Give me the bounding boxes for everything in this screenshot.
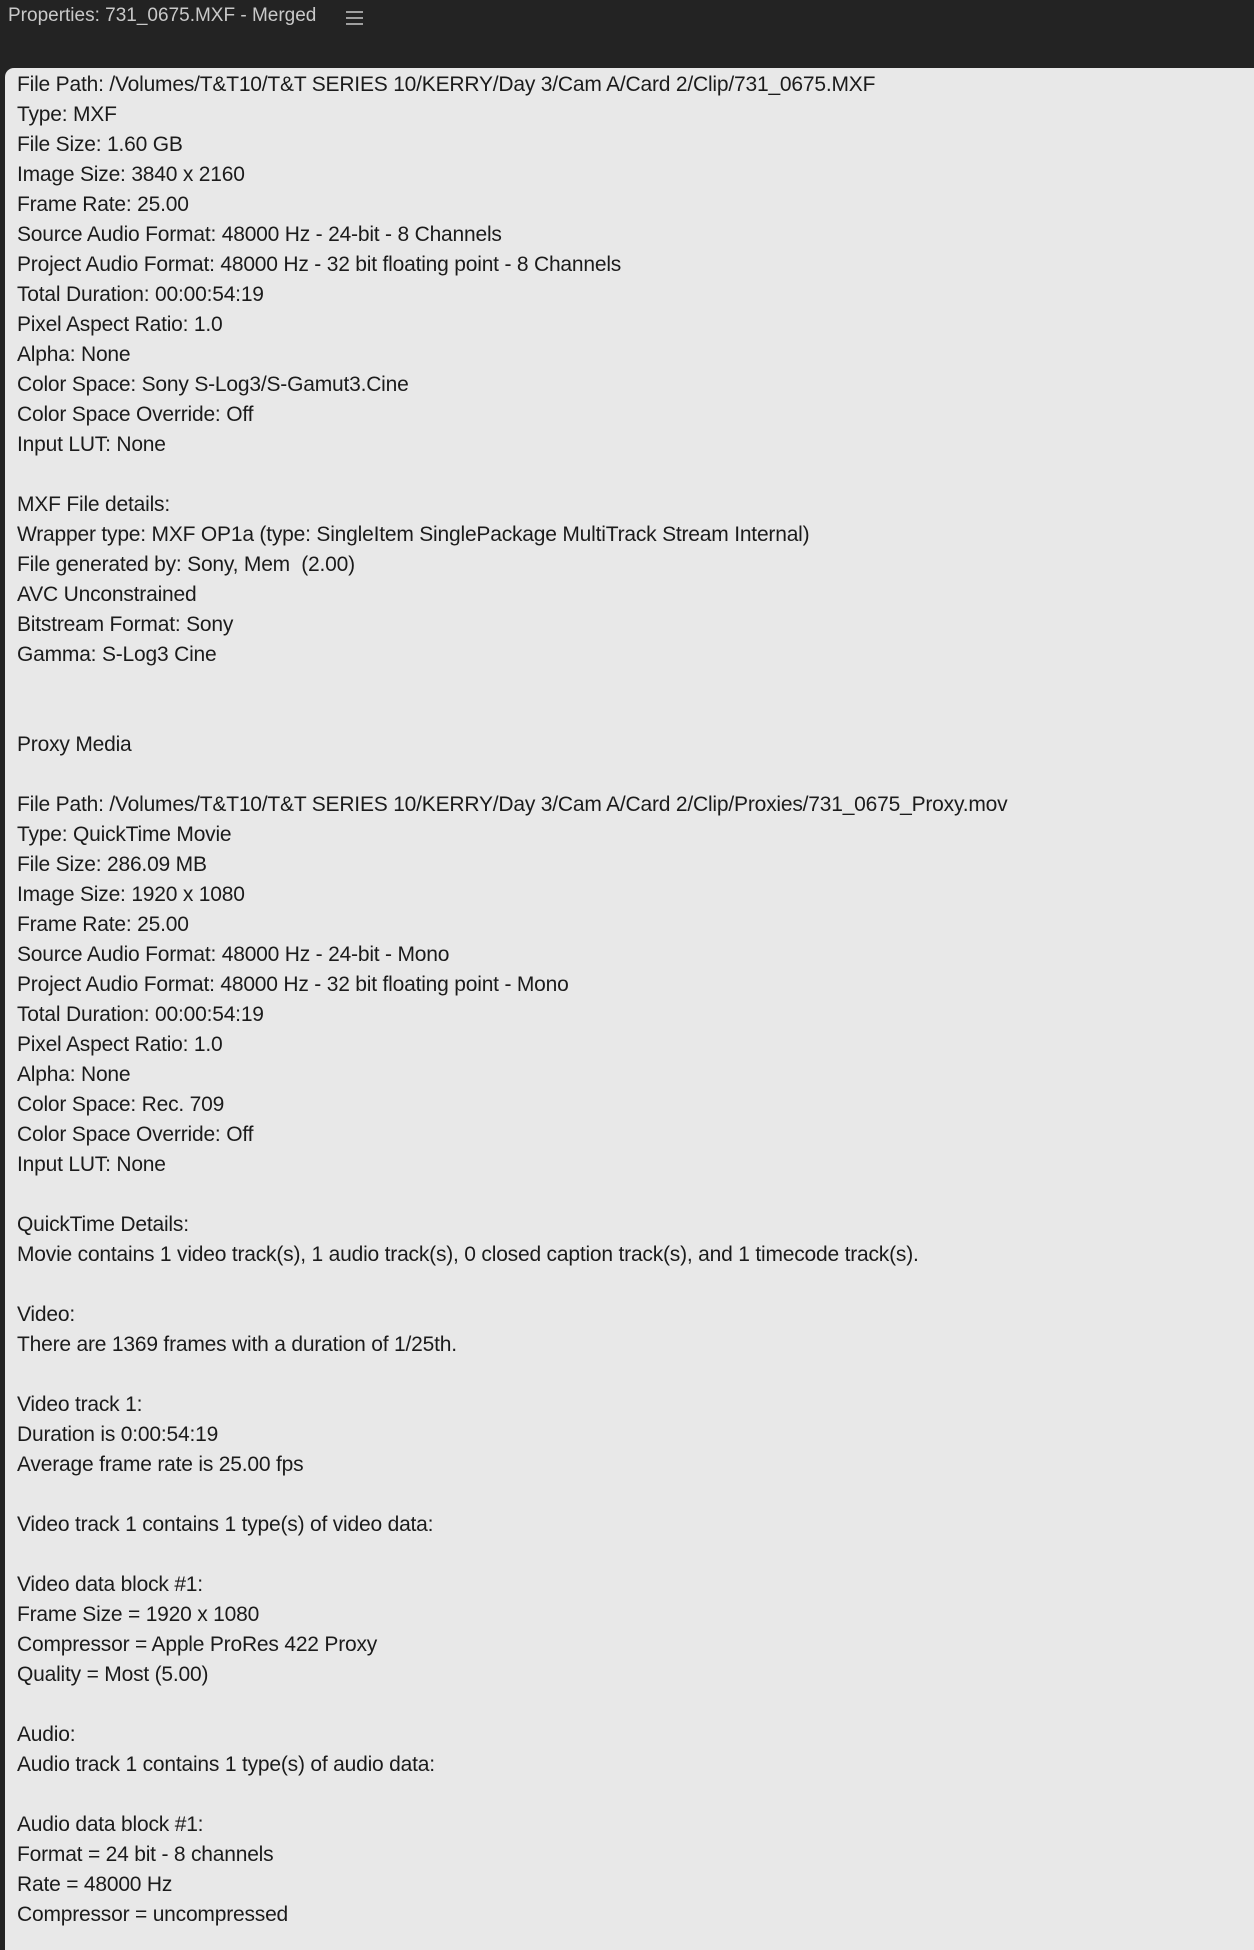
- panel-title: Properties: 731_0675.MXF - Merged: [8, 5, 317, 26]
- property-line: File Size: 286.09 MB: [17, 853, 207, 876]
- property-line: Source Audio Format: 48000 Hz - 24-bit - Mono: [17, 943, 450, 966]
- property-line: Quality = Most (5.00): [17, 1663, 209, 1686]
- property-line: Video data block #1:: [17, 1573, 203, 1596]
- property-line: Wrapper type: MXF OP1a (type: SingleItem SinglePackage MultiTrack Stream Internal): [17, 523, 810, 546]
- property-line: Alpha: None: [17, 343, 131, 366]
- property-line: Color Space: Rec. 709: [17, 1093, 225, 1116]
- property-line: Compressor = Apple ProRes 422 Proxy: [17, 1633, 378, 1656]
- property-line: Frame Rate: 25.00: [17, 193, 189, 216]
- property-line: Pixel Aspect Ratio: 1.0: [17, 313, 223, 336]
- property-line: File generated by: Sony, Mem (2.00): [17, 553, 355, 576]
- properties-content[interactable]: [5, 68, 1254, 1950]
- properties-text-block: [17, 70, 1240, 1930]
- property-line: QuickTime Details:: [17, 1213, 189, 1236]
- property-line: Color Space Override: Off: [17, 1123, 254, 1146]
- property-line: Source Audio Format: 48000 Hz - 24-bit - 8 Channels: [17, 223, 502, 246]
- property-line: Average frame rate is 25.00 fps: [17, 1453, 304, 1476]
- property-line: Color Space: Sony S-Log3/S-Gamut3.Cine: [17, 373, 409, 396]
- section-video-track-1-contents: [17, 1510, 1240, 1540]
- property-line: Project Audio Format: 48000 Hz - 32 bit floating point - Mono: [17, 973, 569, 996]
- property-line: Input LUT: None: [17, 1153, 166, 1176]
- property-line: Duration is 0:00:54:19: [17, 1423, 219, 1446]
- property-line: Video track 1:: [17, 1393, 143, 1416]
- property-line: Project Audio Format: 48000 Hz - 32 bit floating point - 8 Channels: [17, 253, 622, 276]
- property-line: Audio:: [17, 1723, 76, 1746]
- property-line: Compressor = uncompressed: [17, 1903, 289, 1926]
- property-line: Movie contains 1 video track(s), 1 audio track(s), 0 closed caption track(s), and 1 timecode track(s).: [17, 1243, 919, 1266]
- property-line: AVC Unconstrained: [17, 583, 197, 606]
- section-video: [17, 1300, 1240, 1360]
- property-line: Color Space Override: Off: [17, 403, 254, 426]
- property-line: Input LUT: None: [17, 433, 166, 456]
- property-line: Type: QuickTime Movie: [17, 823, 232, 846]
- property-line: Alpha: None: [17, 1063, 131, 1086]
- property-line: Bitstream Format: Sony: [17, 613, 234, 636]
- property-line: Frame Rate: 25.00: [17, 913, 189, 936]
- section-audio: [17, 1720, 1240, 1780]
- property-line: Video track 1 contains 1 type(s) of video data:: [17, 1513, 434, 1536]
- property-line: Format = 24 bit - 8 channels: [17, 1843, 274, 1866]
- section-mxf-file-details: [17, 490, 1240, 670]
- property-line: There are 1369 frames with a duration of 1/25th.: [17, 1333, 457, 1356]
- property-line: Pixel Aspect Ratio: 1.0: [17, 1033, 223, 1056]
- property-line: Rate = 48000 Hz: [17, 1873, 173, 1896]
- property-line: File Path: /Volumes/T&T10/T&T SERIES 10/KERRY/Day 3/Cam A/Card 2/Clip/Proxies/731_0675_Proxy.mov: [17, 793, 1008, 816]
- property-line: File Path: /Volumes/T&T10/T&T SERIES 10/KERRY/Day 3/Cam A/Card 2/Clip/731_0675.MXF: [17, 73, 876, 96]
- property-line: Total Duration: 00:00:54:19: [17, 283, 264, 306]
- section-proxy-media-heading: [17, 730, 1240, 760]
- section-video-track-1: [17, 1390, 1240, 1480]
- section-audio-data-block-1: [17, 1810, 1240, 1930]
- property-line: Proxy Media: [17, 733, 132, 756]
- property-line: Image Size: 3840 x 2160: [17, 163, 245, 186]
- section-video-data-block-1: [17, 1570, 1240, 1690]
- panel-header: [0, 0, 1254, 68]
- section-quicktime-details: [17, 1210, 1240, 1270]
- section-source-clip: [17, 70, 1240, 460]
- property-line: Type: MXF: [17, 103, 117, 126]
- hamburger-menu-icon[interactable]: [344, 9, 365, 27]
- property-line: Video:: [17, 1303, 75, 1326]
- property-line: Audio data block #1:: [17, 1813, 204, 1836]
- property-line: Gamma: S-Log3 Cine: [17, 643, 217, 666]
- property-line: Audio track 1 contains 1 type(s) of audio data:: [17, 1753, 435, 1776]
- section-proxy-clip: [17, 790, 1240, 1180]
- property-line: Frame Size = 1920 x 1080: [17, 1603, 260, 1626]
- property-line: Total Duration: 00:00:54:19: [17, 1003, 264, 1026]
- property-line: File Size: 1.60 GB: [17, 133, 183, 156]
- property-line: MXF File details:: [17, 493, 170, 516]
- property-line: Image Size: 1920 x 1080: [17, 883, 245, 906]
